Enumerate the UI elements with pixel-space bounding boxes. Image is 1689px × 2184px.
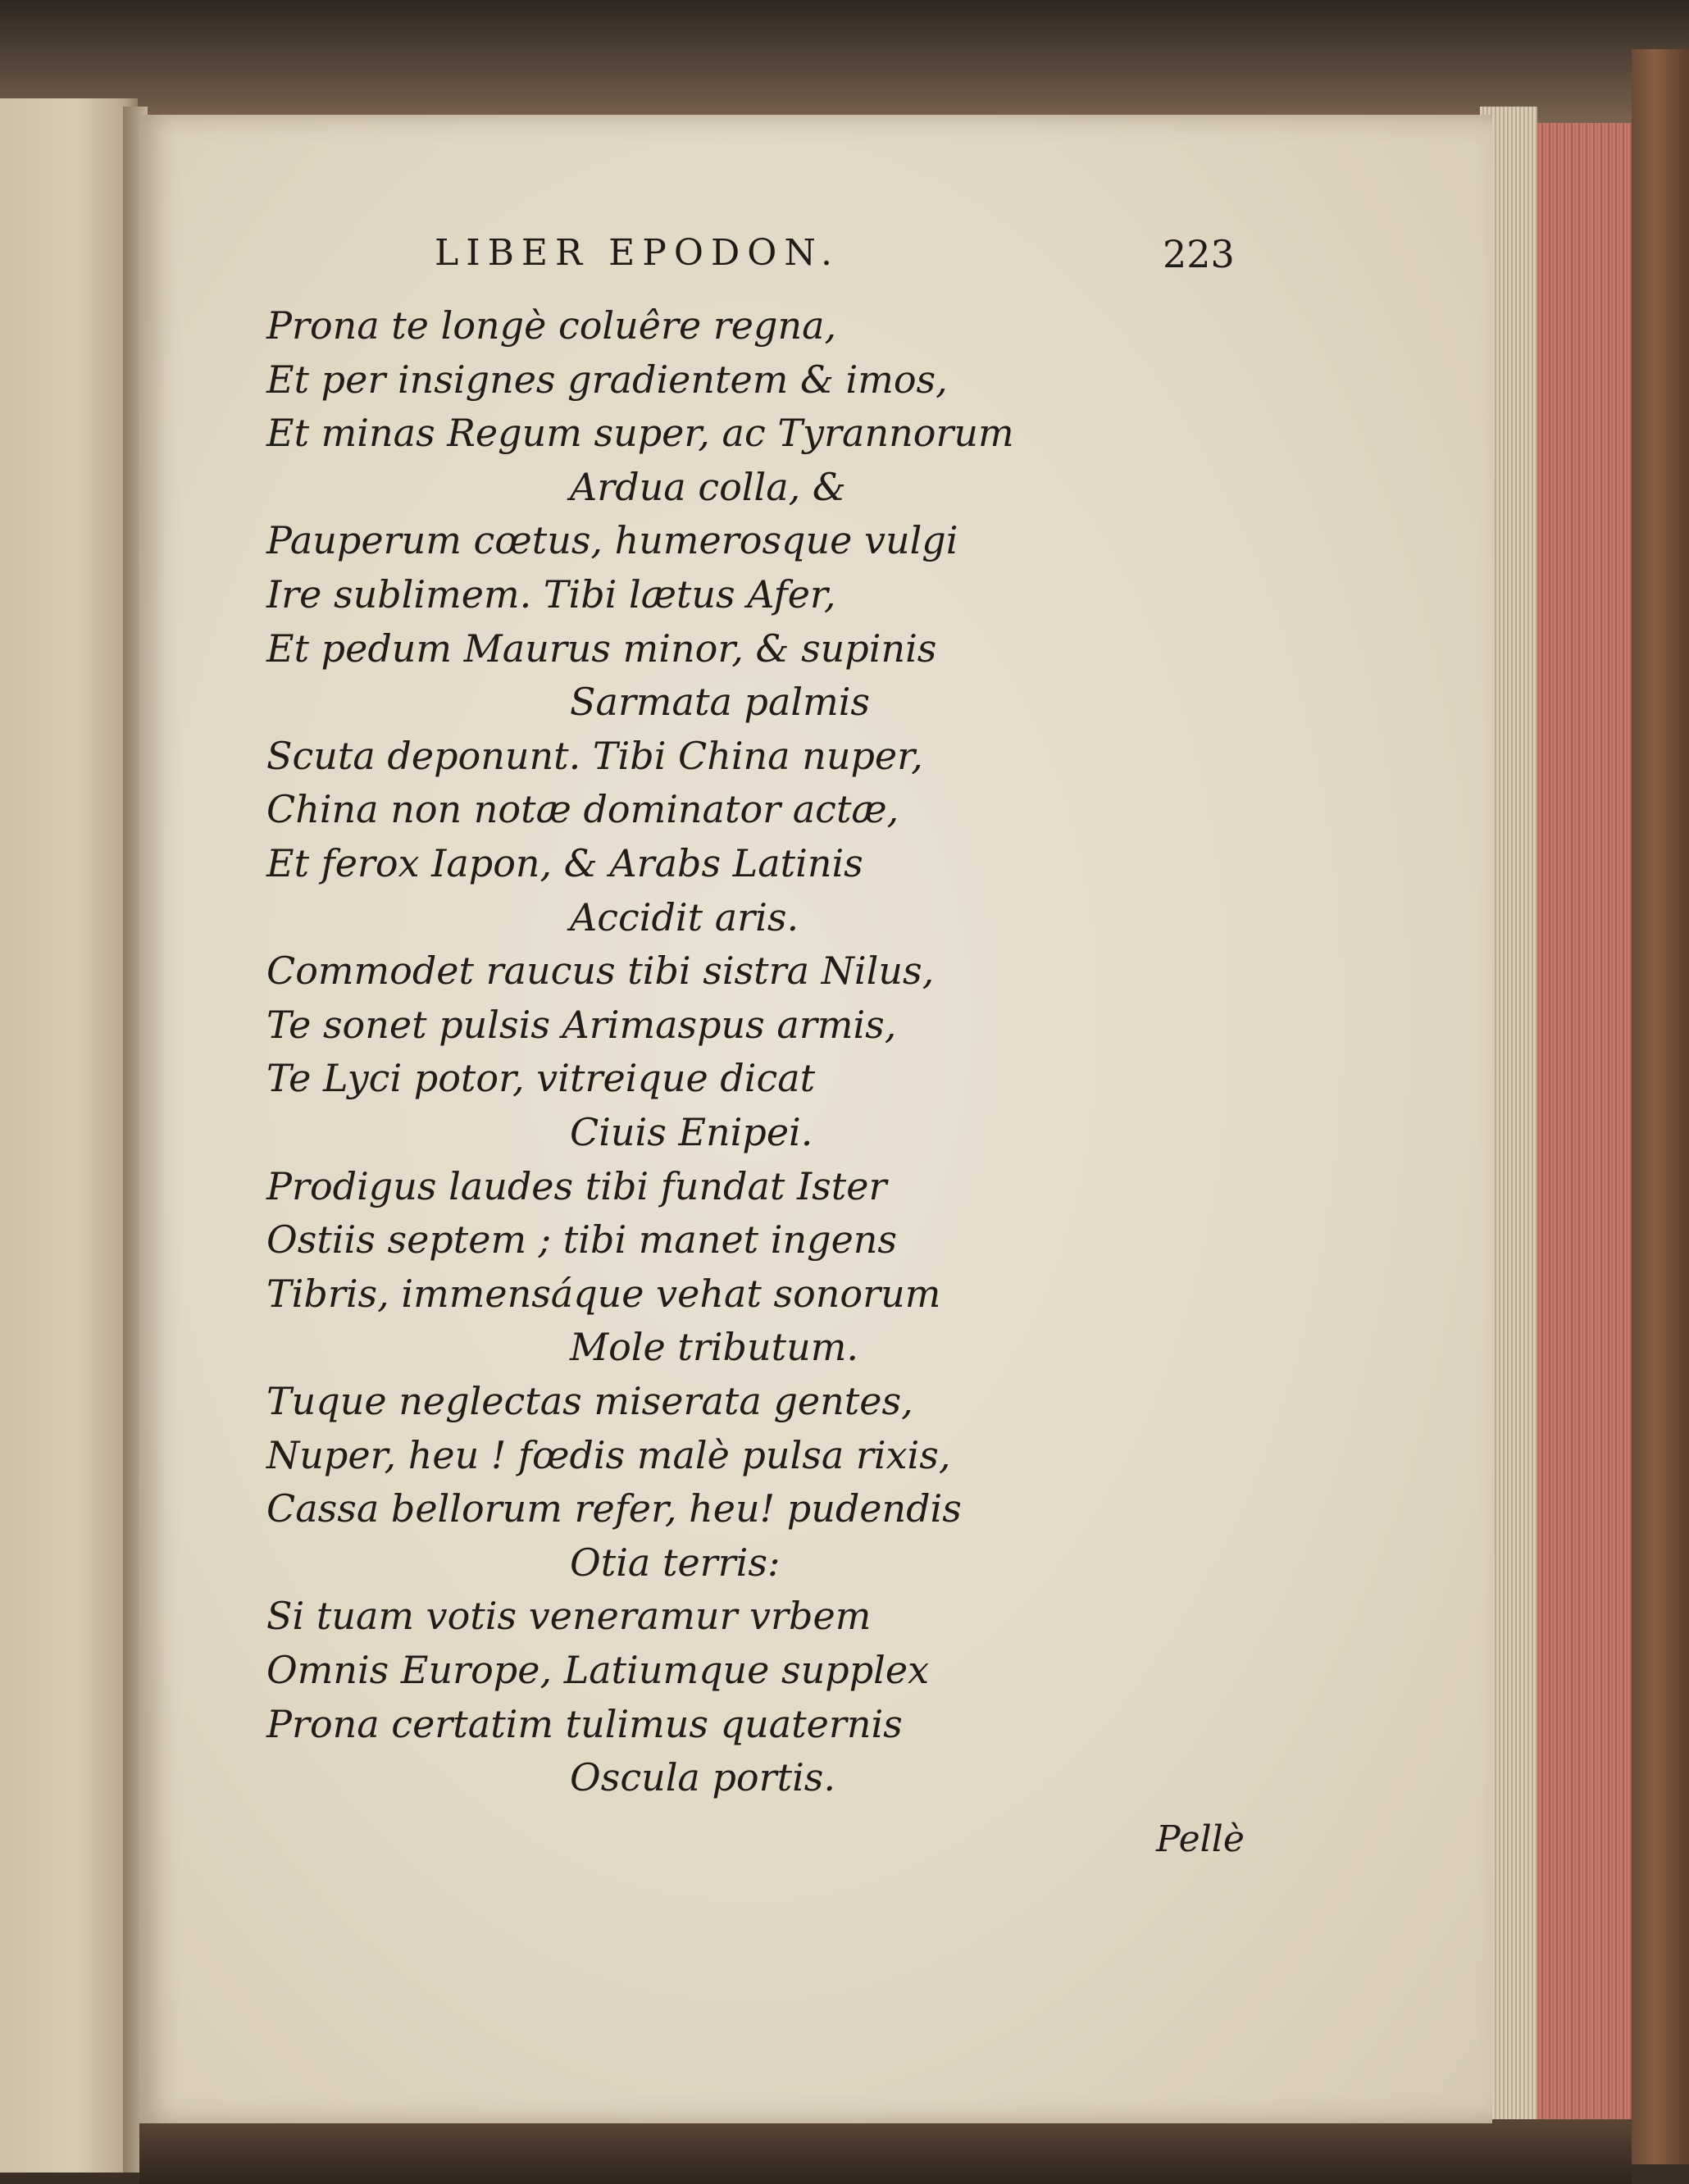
verse-line-indented: Ciuis Enipei. bbox=[570, 1110, 813, 1154]
left-page-edge bbox=[0, 98, 138, 2173]
verse-line-indented: Accidit aris. bbox=[570, 895, 799, 940]
verse-line: Cassa bellorum refer, heu! pudendis bbox=[266, 1486, 962, 1531]
red-page-edges bbox=[1537, 123, 1632, 2123]
verse-line: Et ferox Iapon, & Arabs Latinis bbox=[266, 841, 863, 885]
verse-line: China non notæ dominator actæ, bbox=[266, 787, 899, 831]
verse-line: Nuper, heu ! fœdis malè pulsa rixis, bbox=[266, 1433, 951, 1477]
running-head: LIBER EPODON. bbox=[435, 232, 840, 274]
page-number: 223 bbox=[1163, 232, 1235, 276]
verse-line: Ire sublimem. Tibi lætus Afer, bbox=[266, 572, 836, 617]
verse-line: Tibris, immensáque vehat sonorum bbox=[266, 1272, 941, 1316]
book-bottom-edge bbox=[139, 2119, 1632, 2184]
verse-line: Et pedum Maurus minor, & supinis bbox=[266, 626, 937, 671]
verse-line-indented: Mole tributum. bbox=[570, 1325, 858, 1369]
verse-line: Commodet raucus tibi sistra Nilus, bbox=[266, 949, 935, 993]
verse-line: Pauperum cœtus, humerosque vulgi bbox=[266, 518, 958, 562]
verse-line: Omnis Europe, Latiumque supplex bbox=[266, 1648, 930, 1692]
verse-line: Prodigus laudes tibi fundat Ister bbox=[266, 1164, 887, 1208]
verse-line-indented: Sarmata palmis bbox=[570, 680, 871, 724]
verse-line: Tuque neglectas miserata gentes, bbox=[266, 1379, 913, 1423]
book-cover-top bbox=[0, 0, 1689, 123]
verse-line: Prona te longè coluêre regna, bbox=[266, 303, 837, 348]
verse-line: Si tuam votis veneramur vrbem bbox=[266, 1594, 872, 1638]
verse-line: Et minas Regum super, ac Tyrannorum bbox=[266, 411, 1014, 455]
verse-line: Te Lyci potor, vitreique dicat bbox=[266, 1056, 816, 1100]
verse-line: Ostiis septem ; tibi manet ingens bbox=[266, 1217, 898, 1262]
verse-line-indented: Ardua colla, & bbox=[570, 465, 846, 509]
book-cover-right bbox=[1632, 49, 1689, 2164]
verse-line: Scuta deponunt. Tibi China nuper, bbox=[266, 734, 923, 778]
catchword: Pellè bbox=[1156, 1818, 1245, 1860]
verse-line-indented: Otia terris: bbox=[570, 1540, 781, 1585]
verse-line: Prona certatim tulimus quaternis bbox=[266, 1702, 903, 1746]
verse-line: Et per insignes gradientem & imos, bbox=[266, 357, 948, 402]
verse-line: Te sonet pulsis Arimaspus armis, bbox=[266, 1003, 897, 1047]
verse-line-indented: Oscula portis. bbox=[570, 1755, 836, 1800]
